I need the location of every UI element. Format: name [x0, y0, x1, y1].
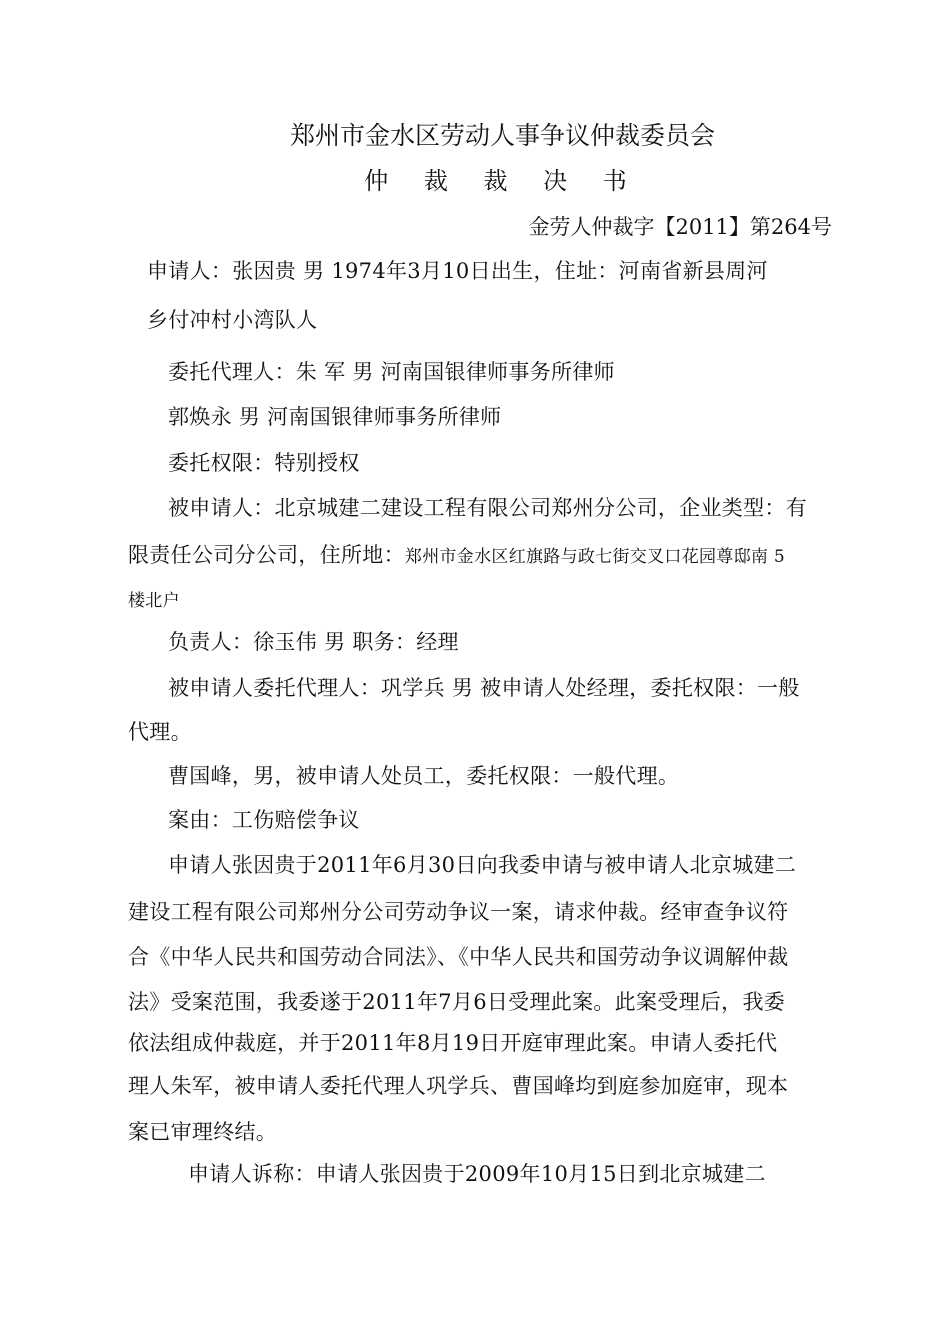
respondent-line-1: 被申请人：北京城建二建设工程有限公司郑州分公司，企业类型：有 — [168, 496, 807, 520]
applicant-line-1: 申请人：张因贵 男 1974年3月10日出生，住址：河南省新县周河 — [147, 259, 768, 283]
responsible-person: 负责人：徐玉伟 男 职务：经理 — [168, 630, 459, 654]
agent-1: 委托代理人：朱 军 男 河南国银律师事务所律师 — [168, 360, 615, 384]
respondent-line-3: 楼北户 — [128, 591, 180, 611]
applicant-line-2: 乡付冲村小湾队人 — [147, 308, 318, 332]
respondent-address: 郑州市金水区红旗路与政七街交叉口花园尊邸南 5 — [404, 547, 786, 567]
agent-2: 郭焕永 男 河南国银律师事务所律师 — [168, 405, 502, 429]
para1-line-6: 理人朱军，被申请人委托代理人巩学兵、曹国峰均到庭参加庭审，现本 — [128, 1074, 789, 1098]
para1-line-7: 案已审理终结。 — [128, 1120, 278, 1144]
document-title: 郑州市金水区劳动人事争议仲裁委员会 — [289, 121, 715, 150]
para1-line-4: 法》受案范围，我委遂于2011年7月6日受理此案。此案受理后，我委 — [128, 990, 786, 1014]
para1-line-2: 建设工程有限公司郑州分公司劳动争议一案，请求仲裁。经审查争议符 — [128, 900, 789, 924]
case-cause: 案由：工伤赔偿争议 — [168, 808, 360, 832]
document-number: 金劳人仲裁字【2011】第264号 — [528, 215, 832, 239]
document-subtitle: 仲 裁 裁 决 书 — [364, 167, 641, 195]
resp-agent-line-2: 代理。 — [128, 720, 192, 744]
para1-line-3: 合《中华人民共和国劳动合同法》、《中华人民共和国劳动争议调解仲裁 — [128, 945, 789, 969]
para2-line-1: 申请人诉称：申请人张因贵于2009年10月15日到北京城建二 — [188, 1162, 766, 1186]
authority: 委托权限：特别授权 — [168, 451, 360, 475]
para1-line-1: 申请人张因贵于2011年6月30日向我委申请与被申请人北京城建二 — [168, 853, 797, 877]
resp-agent-2: 曹国峰，男，被申请人处员工，委托权限：一般代理。 — [168, 764, 680, 788]
para1-line-5: 依法组成仲裁庭，并于2011年8月19日开庭审理此案。申请人委托代 — [128, 1031, 778, 1055]
resp-agent-line-1: 被申请人委托代理人：巩学兵 男 被申请人处经理，委托权限：一般 — [168, 676, 800, 700]
respondent-line-2-a: 限责任公司分公司，住所地： — [128, 543, 405, 567]
respondent-line-2 — [128, 541, 785, 571]
